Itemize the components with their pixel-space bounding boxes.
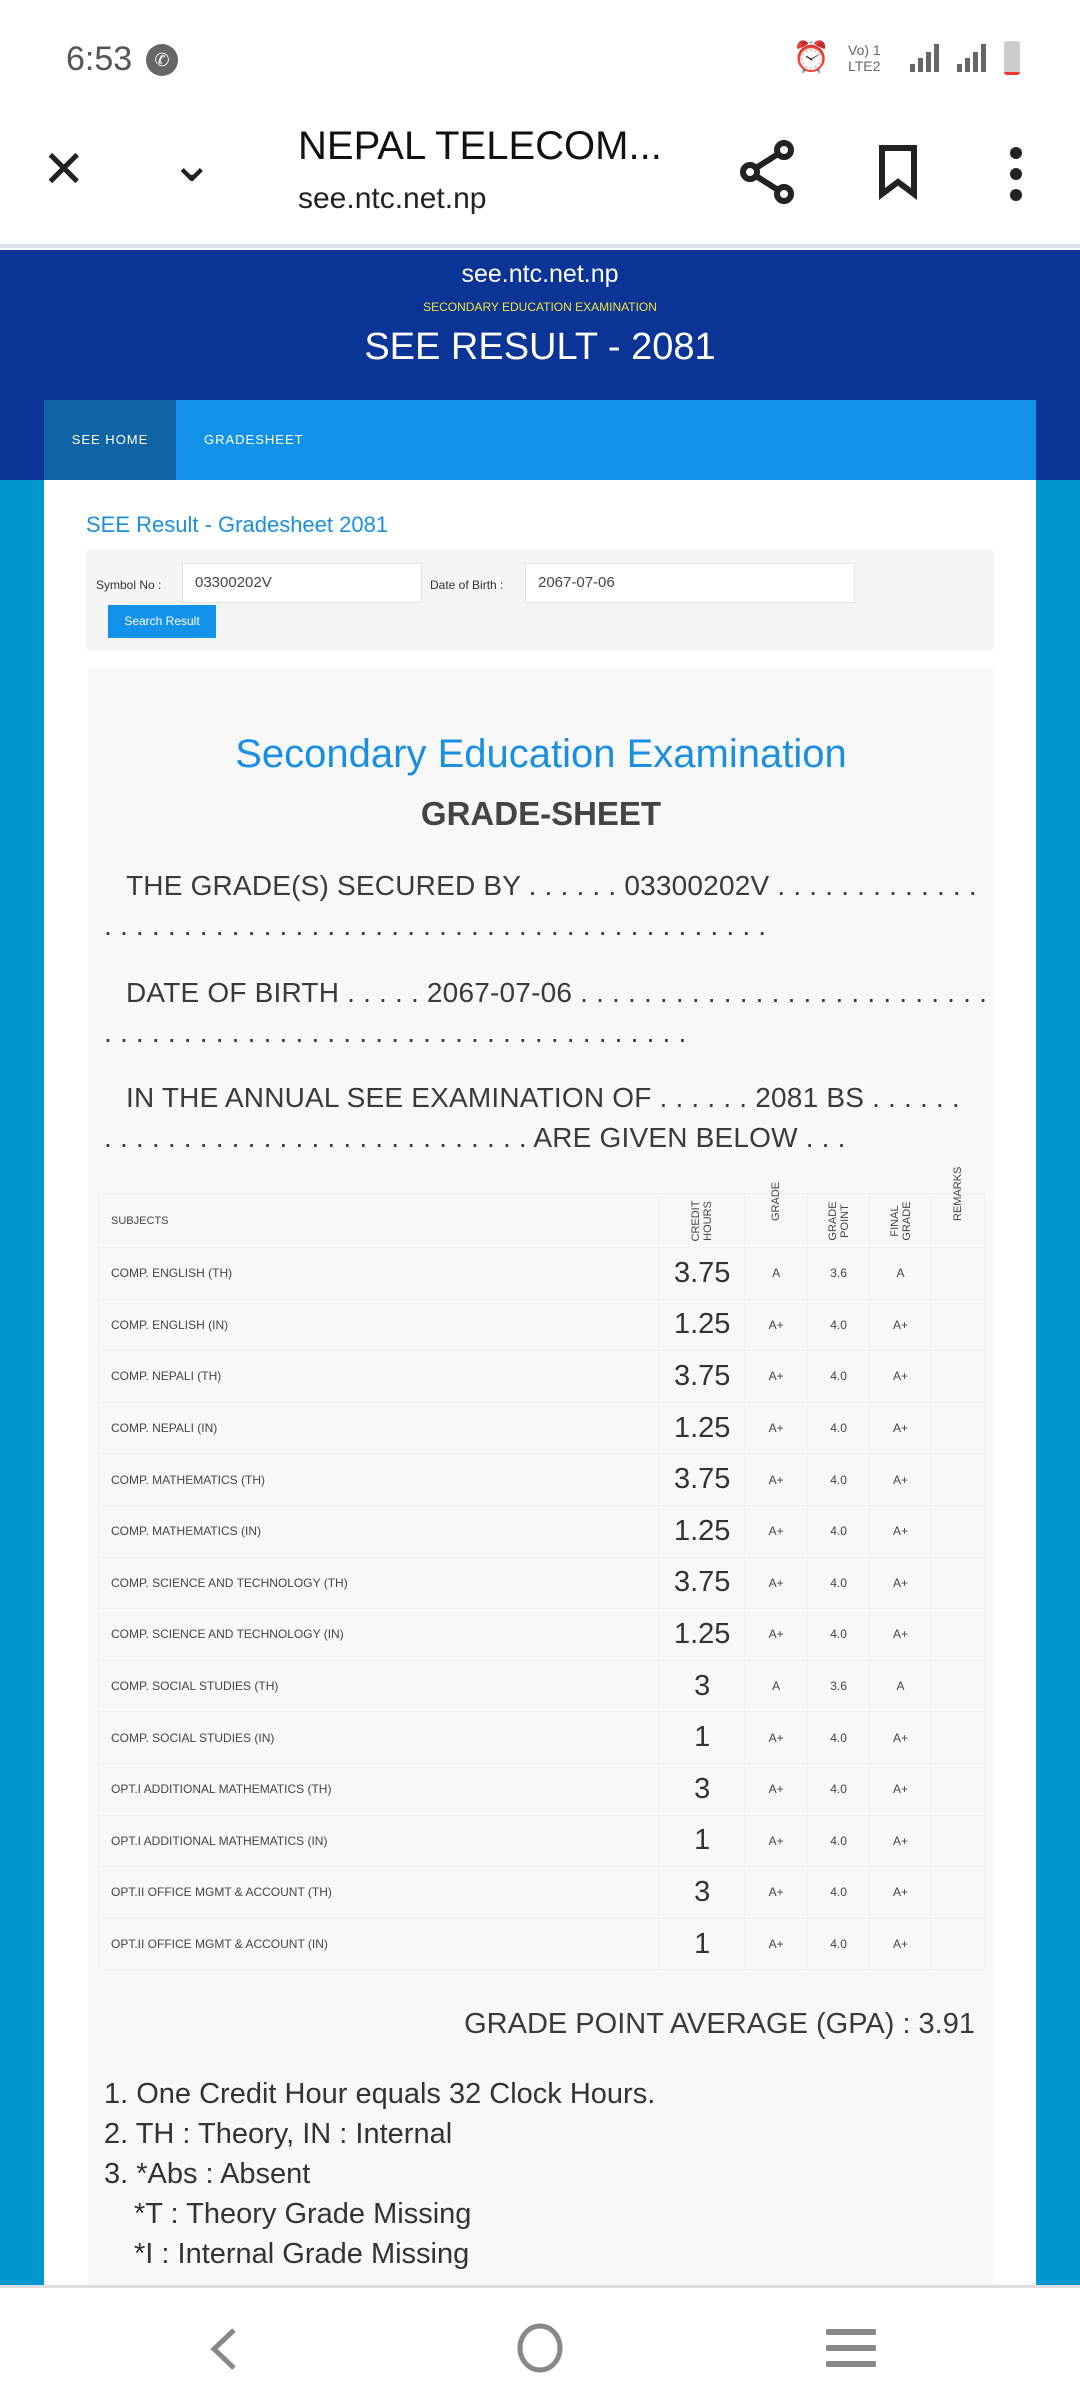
table-row [99,1867,985,1919]
dots-line: . . . . . . . . . . . . . . . . . . . . . . . . . . . . . . . . . . . . . . . . . . [104,910,767,941]
page-url: see.ntc.net.np [298,182,487,215]
dob-input[interactable]: 2067-07-06 [525,563,855,603]
nav-see-home[interactable]: SEE HOME [44,400,176,480]
alarm-icon: ⏰ [792,41,830,74]
table-cell: COMP. NEPALI (IN) [99,1402,660,1454]
table-cell [932,1454,985,1506]
table-cell: 4.0 [808,1609,870,1661]
home-icon[interactable] [516,2322,564,2374]
column-header-label: GRADE POINT [826,1200,851,1241]
table-cell: A+ [745,1918,808,1970]
clock: 6:53 [66,40,133,78]
table-cell: A+ [870,1454,932,1506]
table-cell: A [870,1248,932,1300]
network-label: Vo) 1 LTE2 [848,41,881,74]
table-cell: 4.0 [808,1454,870,1506]
table-cell: COMP. ENGLISH (IN) [99,1299,660,1351]
recents-icon[interactable] [826,2328,876,2368]
table-cell: A [745,1248,808,1300]
column-header: GRADE [745,1194,808,1248]
system-nav-bar [0,2285,1080,2400]
table-cell [932,1402,985,1454]
table-cell: 1.25 [660,1609,745,1661]
table-cell [932,1712,985,1764]
table-row [99,1557,985,1609]
sheet-subtitle: GRADE-SHEET [420,795,662,832]
more-options-icon[interactable] [1006,146,1026,202]
table-cell: A [870,1660,932,1712]
table-cell: COMP. NEPALI (TH) [99,1351,660,1403]
table-cell [932,1609,985,1661]
table-cell: 1.25 [660,1505,745,1557]
table-row [99,1918,985,1970]
symbol-input[interactable]: 03300202V [182,563,422,603]
bookmark-icon[interactable] [878,144,918,200]
dob-label: Date of Birth : [430,578,504,592]
page-title: NEPAL TELECOM... [298,124,662,168]
note: 3. *Abs : Absent [104,2158,311,2190]
table-cell: 4.0 [808,1557,870,1609]
table-row [99,1609,985,1661]
table-cell: A+ [870,1402,932,1454]
table-row [99,1660,985,1712]
table-cell: A+ [745,1712,808,1764]
table-cell: 3.75 [660,1248,745,1300]
table-cell: A+ [870,1299,932,1351]
table-cell: 3.75 [660,1351,745,1403]
table-row [99,1402,985,1454]
table-row [99,1299,985,1351]
grades-table [98,1166,985,1970]
column-header: SUBJECTS [99,1194,660,1248]
table-cell: A+ [745,1557,808,1609]
site-name: see.ntc.net.np [461,260,619,288]
table-cell: COMP. SCIENCE AND TECHNOLOGY (IN) [99,1609,660,1661]
status-icons [793,40,1020,75]
table-cell: 4.0 [808,1763,870,1815]
note: *I : Internal Grade Missing [134,2238,470,2270]
table-cell: A [745,1660,808,1712]
table-cell: 3.6 [808,1248,870,1300]
table-cell [932,1248,985,1300]
share-icon[interactable] [738,140,796,204]
given-below-line: . . . . . . . . . . . . . . . . . . . . . . . . . . . ARE GIVEN BELOW . . . [104,1122,846,1153]
status-bar [0,0,1080,110]
table-cell [932,1763,985,1815]
table-cell: A+ [745,1815,808,1867]
table-cell [932,1867,985,1919]
table-cell [932,1918,985,1970]
search-result-button[interactable]: Search Result [108,605,216,638]
table-cell: 3.6 [808,1660,870,1712]
column-header-label: CREDIT HOURS [690,1200,715,1241]
table-cell: A+ [870,1867,932,1919]
table-cell [932,1557,985,1609]
table-cell: COMP. ENGLISH (TH) [99,1248,660,1300]
table-cell: A+ [745,1867,808,1919]
gradesheet-link[interactable]: SEE Result - Gradesheet 2081 [86,512,389,537]
table-row [99,1712,985,1764]
table-cell: 4.0 [808,1712,870,1764]
table-cell: 1 [660,1712,745,1764]
table-cell: A+ [870,1712,932,1764]
table-cell: 4.0 [808,1402,870,1454]
column-header-label: FINAL GRADE [888,1200,913,1241]
dots-line: . . . . . . . . . . . . . . . . . . . . . . . . . . . . . . . . . . . . . [104,1017,687,1048]
table-cell [932,1815,985,1867]
table-cell: A+ [745,1763,808,1815]
battery-icon [1004,41,1020,75]
table-cell [932,1660,985,1712]
table-cell: 3 [660,1660,745,1712]
table-cell: A+ [745,1402,808,1454]
table-row [99,1815,985,1867]
browser-toolbar [0,110,1080,248]
table-cell: OPT.I ADDITIONAL MATHEMATICS (TH) [99,1763,660,1815]
table-row [99,1763,985,1815]
table-cell: COMP. SCIENCE AND TECHNOLOGY (TH) [99,1557,660,1609]
search-form [86,550,994,650]
table-cell: A+ [870,1351,932,1403]
site-subtitle: SECONDARY EDUCATION EXAMINATION [423,300,657,314]
table-cell: 4.0 [808,1299,870,1351]
note: 1. One Credit Hour equals 32 Clock Hours. [104,2078,656,2110]
table-cell: A+ [870,1505,932,1557]
table-cell [932,1351,985,1403]
table-row [99,1248,985,1300]
chevron-down-icon[interactable]: ⌄ [170,135,214,193]
close-icon[interactable]: ✕ [42,141,86,199]
table-cell: COMP. MATHEMATICS (TH) [99,1454,660,1506]
table-cell: 4.0 [808,1815,870,1867]
nav-bar [44,400,1036,480]
nav-gradesheet[interactable]: GRADESHEET [204,432,304,447]
table-row [99,1454,985,1506]
column-header [808,1194,870,1248]
signal-icon [910,44,939,72]
back-icon[interactable] [208,2326,238,2372]
table-cell: OPT.I ADDITIONAL MATHEMATICS (IN) [99,1815,660,1867]
table-cell: 3.75 [660,1557,745,1609]
table-cell: 1 [660,1815,745,1867]
table-cell: A+ [870,1815,932,1867]
table-cell: OPT.II OFFICE MGMT & ACCOUNT (IN) [99,1918,660,1970]
table-cell: COMP. MATHEMATICS (IN) [99,1505,660,1557]
note: 2. TH : Theory, IN : Internal [104,2118,453,2150]
table-cell: 3.75 [660,1454,745,1506]
signal-icon-2 [957,44,986,72]
table-cell: 4.0 [808,1867,870,1919]
call-icon: ✆ [146,44,178,76]
table-cell [932,1299,985,1351]
exam-line: IN THE ANNUAL SEE EXAMINATION OF . . . . . . 2081 BS . . . . . . [126,1082,960,1113]
column-header [660,1194,745,1248]
table-cell: 3 [660,1867,745,1919]
table-cell: A+ [745,1505,808,1557]
table-cell: 4.0 [808,1351,870,1403]
table-cell: 1.25 [660,1402,745,1454]
note: *T : Theory Grade Missing [134,2198,472,2230]
table-cell: A+ [870,1918,932,1970]
column-header [870,1194,932,1248]
table-cell: COMP. SOCIAL STUDIES (IN) [99,1712,660,1764]
secured-by-line: THE GRADE(S) SECURED BY . . . . . . 03300202V . . . . . . . . . . . . . [126,870,977,901]
table-cell: 4.0 [808,1918,870,1970]
table-cell: 4.0 [808,1505,870,1557]
table-cell: A+ [745,1454,808,1506]
dob-line: DATE OF BIRTH . . . . . 2067-07-06 . . . . . . . . . . . . . . . . . . . . . . . . . . [126,977,988,1008]
column-header: REMARKS [932,1194,985,1248]
table-cell: A+ [745,1609,808,1661]
gpa: GRADE POINT AVERAGE (GPA) : 3.91 [464,2008,975,2040]
sheet-title: Secondary Education Examination [235,732,847,776]
table-cell: 3 [660,1763,745,1815]
table-cell: A+ [745,1299,808,1351]
table-cell: A+ [870,1557,932,1609]
table-cell: COMP. SOCIAL STUDIES (TH) [99,1660,660,1712]
site-title: SEE RESULT - 2081 [364,326,716,368]
table-cell: A+ [870,1609,932,1661]
table-cell: A+ [870,1763,932,1815]
table-cell [932,1505,985,1557]
table-cell: 1 [660,1918,745,1970]
table-row [99,1351,985,1403]
table-cell: A+ [745,1351,808,1403]
table-cell: 1.25 [660,1299,745,1351]
table-cell: OPT.II OFFICE MGMT & ACCOUNT (TH) [99,1867,660,1919]
symbol-label: Symbol No : [96,578,162,592]
table-row [99,1505,985,1557]
